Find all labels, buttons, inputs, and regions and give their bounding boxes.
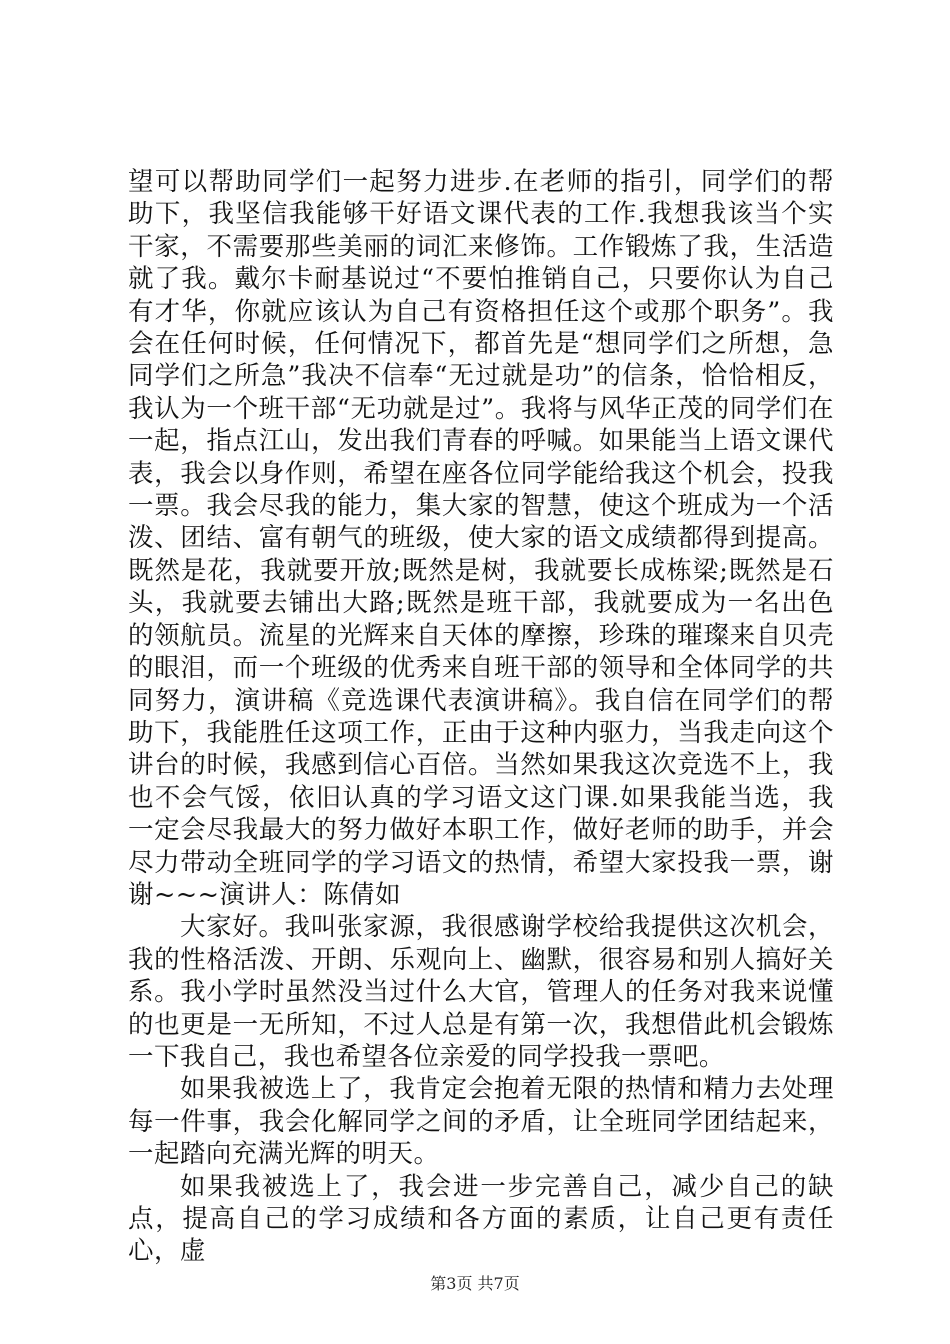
paragraph-2: 大家好。我叫张家源，我很感谢学校给我提供这次机会，我的性格活泼、开朗、乐观向上、幽默，很容易和别人搞好关系。我小学时虽然没当过什么大官，管理人的任务对我来说懂的也更是一无所知，不过人总是有第一次，我想借此机会锻炼一下我自己，我也希望各位亲爱的同学投我一票吧。: [128, 912, 834, 1072]
body-text: [128, 166, 834, 1268]
paragraph-1: 望可以帮助同学们一起努力进步.在老师的指引，同学们的帮助下，我坚信我能够干好语文课代表的工作.我想我该当个实干家，不需要那些美丽的词汇来修饰。工作锻炼了我，生活造就了我。戴尔卡耐基说过“不要怕推销自己，只要你认为自己有才华，你就应该认为自己有资格担任这个或那个职务”。我会在任何时候，任何情况下，都首先是“想同学们之所想，急同学们之所急”我决不信奉“无过就是功”的信条，恰恰相反，我认为一个班干部“无功就是过”。我将与风华正茂的同学们在一起，指点江山，发出我们青春的呼喊。如果能当上语文课代表，我会以身作则，希望在座各位同学能给我这个机会，投我一票。我会尽我的能力，集大家的智慧，使这个班成为一个活泼、团结、富有朝气的班级，使大家的语文成绩都得到提高。既然是花，我就要开放;既然是树，我就要长成栋梁;既然是石头，我就要去铺出大路;既然是班干部，我就要成为一名出色的领航员。流星的光辉来自天体的摩擦，珍珠的璀璨来自贝壳的眼泪，而一个班级的优秀来自班干部的领导和全体同学的共同努力，演讲稿《竞选课代表演讲稿》。我自信在同学们的帮助下，我能胜任这项工作，正由于这种内驱力，当我走向这个讲台的时候，我感到信心百倍。当然如果我这次竞选不上，我也不会气馁，依旧认真的学习语文这门课.如果我能当选，我一定会尽我最大的努力做好本职工作，做好老师的助手，并会尽力带动全班同学的学习语文的热情，希望大家投我一票，谢谢~~~演讲人：陈倩如: [128, 167, 834, 910]
paragraph-4: 如果我被选上了，我会进一步完善自己，减少自己的缺点，提高自己的学习成绩和各方面的素质，让自己更有责任心，虚: [128, 1171, 834, 1267]
paragraph-3: 如果我被选上了，我肯定会抱着无限的热情和精力去处理每一件事，我会化解同学之间的矛盾，让全班同学团结起来，一起踏向充满光辉的明天。: [128, 1074, 834, 1170]
page-footer: 第3页 共7页: [430, 1274, 520, 1293]
